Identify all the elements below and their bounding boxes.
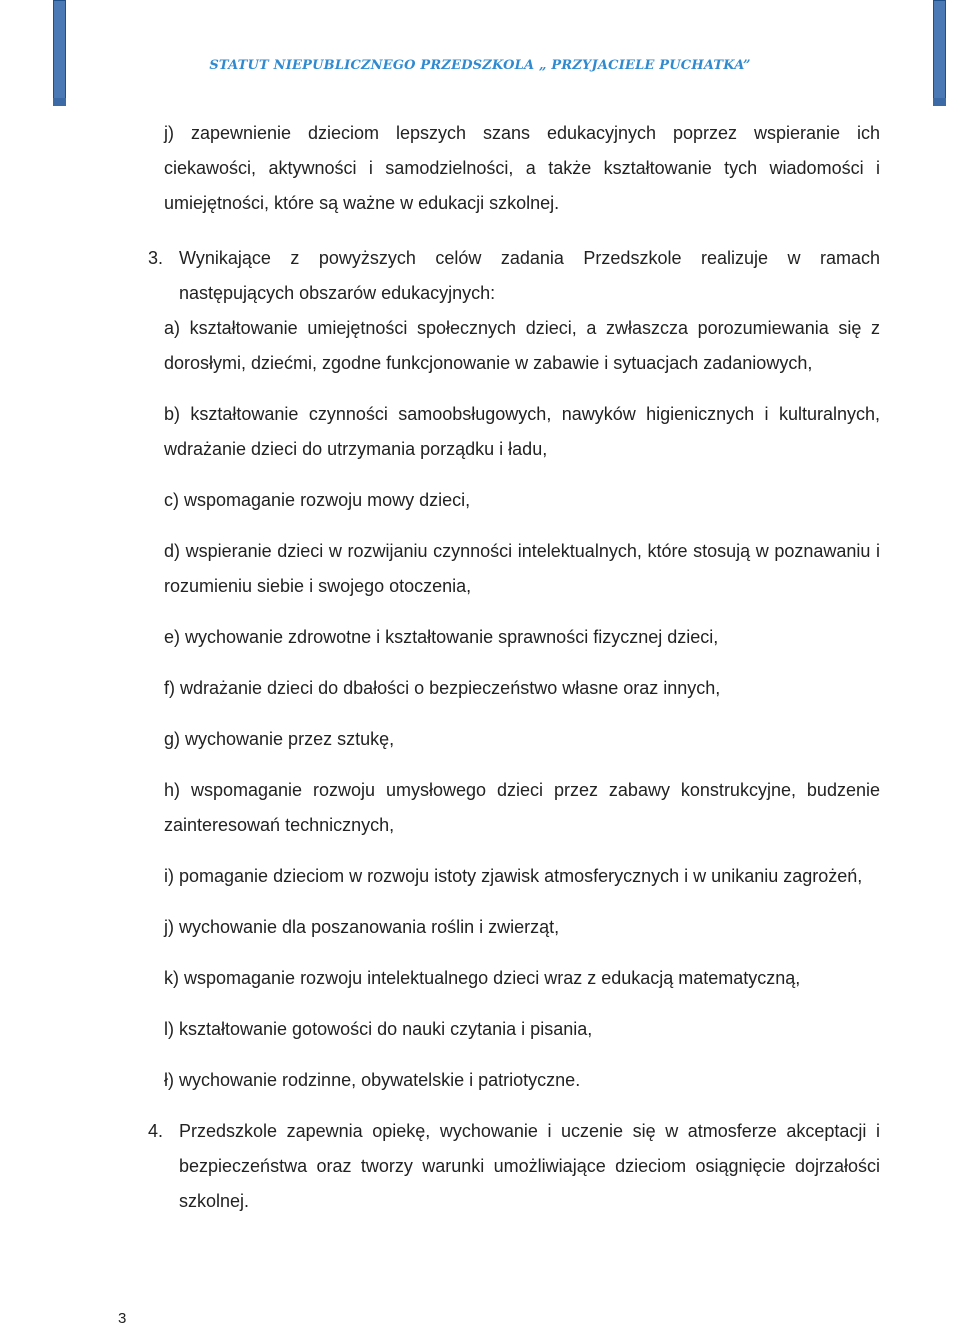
- point-4-text: Przedszkole zapewnia opiekę, wychowanie i uczenie się w atmosferze akceptacji i bezpieczeństwa oraz tworzy warunki umożliwiające dzieciom osiągnięcie dojrzałości szkolnej.: [179, 1121, 880, 1211]
- point-3-text: Wynikające z powyższych celów zadania Przedszkole realizuje w ramach następujących obszarów edukacyjnych:: [179, 248, 880, 303]
- point-3-number: 3.: [148, 248, 164, 268]
- item-j-prev: j) zapewnienie dzieciom lepszych szans edukacyjnych poprzez wspieranie ich ciekawości, aktywności i samodzielności, a także kształtowanie tych wiadomości i umiejętności, które są ważne w edukacji szkolnej.: [164, 123, 880, 213]
- list-item-c: c) wspomaganie rozwoju mowy dzieci,: [164, 490, 471, 510]
- right-decorative-bar-base: [933, 98, 946, 106]
- list-item-i: i) pomaganie dzieciom w rozwoju istoty zjawisk atmosferycznych i w unikaniu zagrożeń,: [164, 866, 863, 886]
- left-decorative-bar-base: [53, 98, 66, 106]
- document-header: STATUT NIEPUBLICZNEGO PRZEDSZKOLA „ PRZYJACIELE PUCHATKA”: [209, 58, 751, 73]
- list-item-h: h) wspomaganie rozwoju umysłowego dzieci przez zabawy konstrukcyjne, budzenie zainteresowań technicznych,: [164, 780, 880, 835]
- point-4-number: 4.: [148, 1121, 164, 1141]
- list-item-b: b) kształtowanie czynności samoobsługowych, nawyków higienicznych i kulturalnych, wdrażanie dzieci do utrzymania porządku i ładu,: [164, 404, 880, 459]
- list-item-l: l) kształtowanie gotowości do nauki czytania i pisania,: [164, 1019, 593, 1039]
- list-item-l-stroke: ł) wychowanie rodzinne, obywatelskie i patriotyczne.: [164, 1070, 581, 1090]
- point-3: [148, 241, 880, 311]
- list-item-k: k) wspomaganie rozwoju intelektualnego dzieci wraz z edukacją matematyczną,: [164, 968, 801, 988]
- document-body: [148, 116, 880, 1219]
- point-4: [148, 1114, 880, 1219]
- page-number: 3: [118, 1310, 127, 1327]
- list-item-g: g) wychowanie przez sztukę,: [164, 729, 395, 749]
- left-decorative-bar: [53, 0, 66, 106]
- list-item-e: e) wychowanie zdrowotne i kształtowanie sprawności fizycznej dzieci,: [164, 627, 719, 647]
- list-item-a: a) kształtowanie umiejętności społecznych dzieci, a zwłaszcza porozumiewania się z dorosłymi, dziećmi, zgodne funkcjonowanie w zabawie i sytuacjach zadaniowych,: [164, 318, 880, 373]
- list-item-j: j) wychowanie dla poszanowania roślin i zwierząt,: [164, 917, 560, 937]
- right-decorative-bar: [933, 0, 946, 106]
- list-item-d: d) wspieranie dzieci w rozwijaniu czynności intelektualnych, które stosują w poznawaniu i rozumieniu siebie i swojego otoczenia,: [164, 541, 880, 596]
- list-item-f: f) wdrażanie dzieci do dbałości o bezpieczeństwo własne oraz innych,: [164, 678, 721, 698]
